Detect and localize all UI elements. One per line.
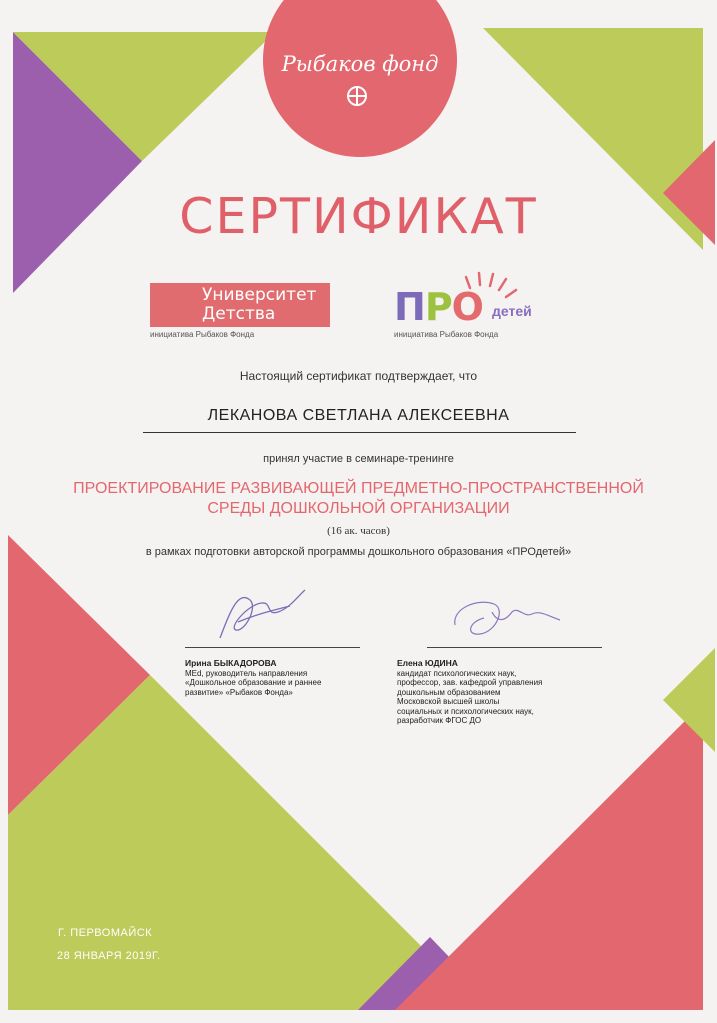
university-logo-line1: Университет (202, 285, 317, 305)
brand-name: Рыбаков фонд (281, 52, 439, 76)
course-title-line2: СРЕДЫ ДОШКОЛЬНОЙ ОРГАНИЗАЦИИ (207, 500, 510, 517)
signer-right-title-line3: дошкольным образованием (397, 687, 501, 697)
issue-date: 28 ЯНВАРЯ 2019Г. (57, 950, 161, 962)
university-logo-line2: Детства (202, 304, 276, 324)
prodetey-logo (394, 285, 483, 329)
signer-right-title-line5: социальных и психологических наук, (397, 706, 534, 716)
signer-right-block (397, 659, 627, 726)
prodetey-logo-suffix: детей (492, 303, 532, 319)
signer-left-block (185, 659, 365, 697)
issue-city: Г. ПЕРВОМАЙСК (58, 927, 153, 939)
course-title-line1: ПРОЕКТИРОВАНИЕ РАЗВИВАЮЩЕЙ ПРЕДМЕТНО-ПРОСТРАНСТВЕННОЙ (73, 480, 644, 497)
confirm-text: Настоящий сертификат подтверждает, что (239, 369, 478, 383)
course-hours: (16 ак. часов) (327, 525, 390, 537)
signer-left-name: Ирина БЫКАДОРОВА (185, 658, 277, 668)
recipient-underline (143, 432, 576, 433)
brand-circle (263, 0, 457, 157)
signer-right-title-line2: профессор, зав. кафедрой управления (397, 678, 543, 687)
signer-right-title-line4: Московской высшей школы (397, 697, 500, 706)
program-framework-text: в рамках подготовки авторской программы дошкольного образования «ПРОдетей» (145, 546, 572, 558)
university-logo-text (202, 286, 316, 324)
signature-right (455, 602, 560, 634)
prodetey-logo-subtitle: инициатива Рыбаков Фонда (394, 330, 499, 339)
participation-text: принял участие в семинаре-тренинге (263, 453, 454, 465)
recipient-name: ЛЕКАНОВА СВЕТЛАНА АЛЕКСЕЕВНА (207, 407, 510, 424)
signature-line-left (185, 647, 360, 648)
signer-right-name: Елена ЮДИНА (397, 658, 458, 668)
coral-triangle-bottom-right (395, 703, 703, 1010)
certificate-title: СЕРТИФИКАТ (179, 188, 538, 245)
prodetey-letter-o: О (451, 285, 483, 329)
university-logo-subtitle: инициатива Рыбаков Фонда (150, 330, 255, 339)
signature-line-right (427, 647, 602, 648)
prodetey-letter-r: Р (424, 285, 452, 329)
signer-left-title-line1: MEd, руководитель направления (185, 668, 308, 678)
signer-right-title-line1: кандидат психологических наук, (397, 668, 517, 678)
prodetey-letter-p: П (394, 285, 425, 329)
brand-emblem-icon (348, 87, 366, 105)
signer-left-title-line3: развитие» «Рыбаков Фонда» (185, 687, 293, 697)
signer-right-title-line6: разработчик ФГОС ДО (397, 716, 482, 725)
signature-left (220, 590, 305, 638)
signer-left-title-line2: «Дошкольное образование и раннее (185, 678, 322, 687)
